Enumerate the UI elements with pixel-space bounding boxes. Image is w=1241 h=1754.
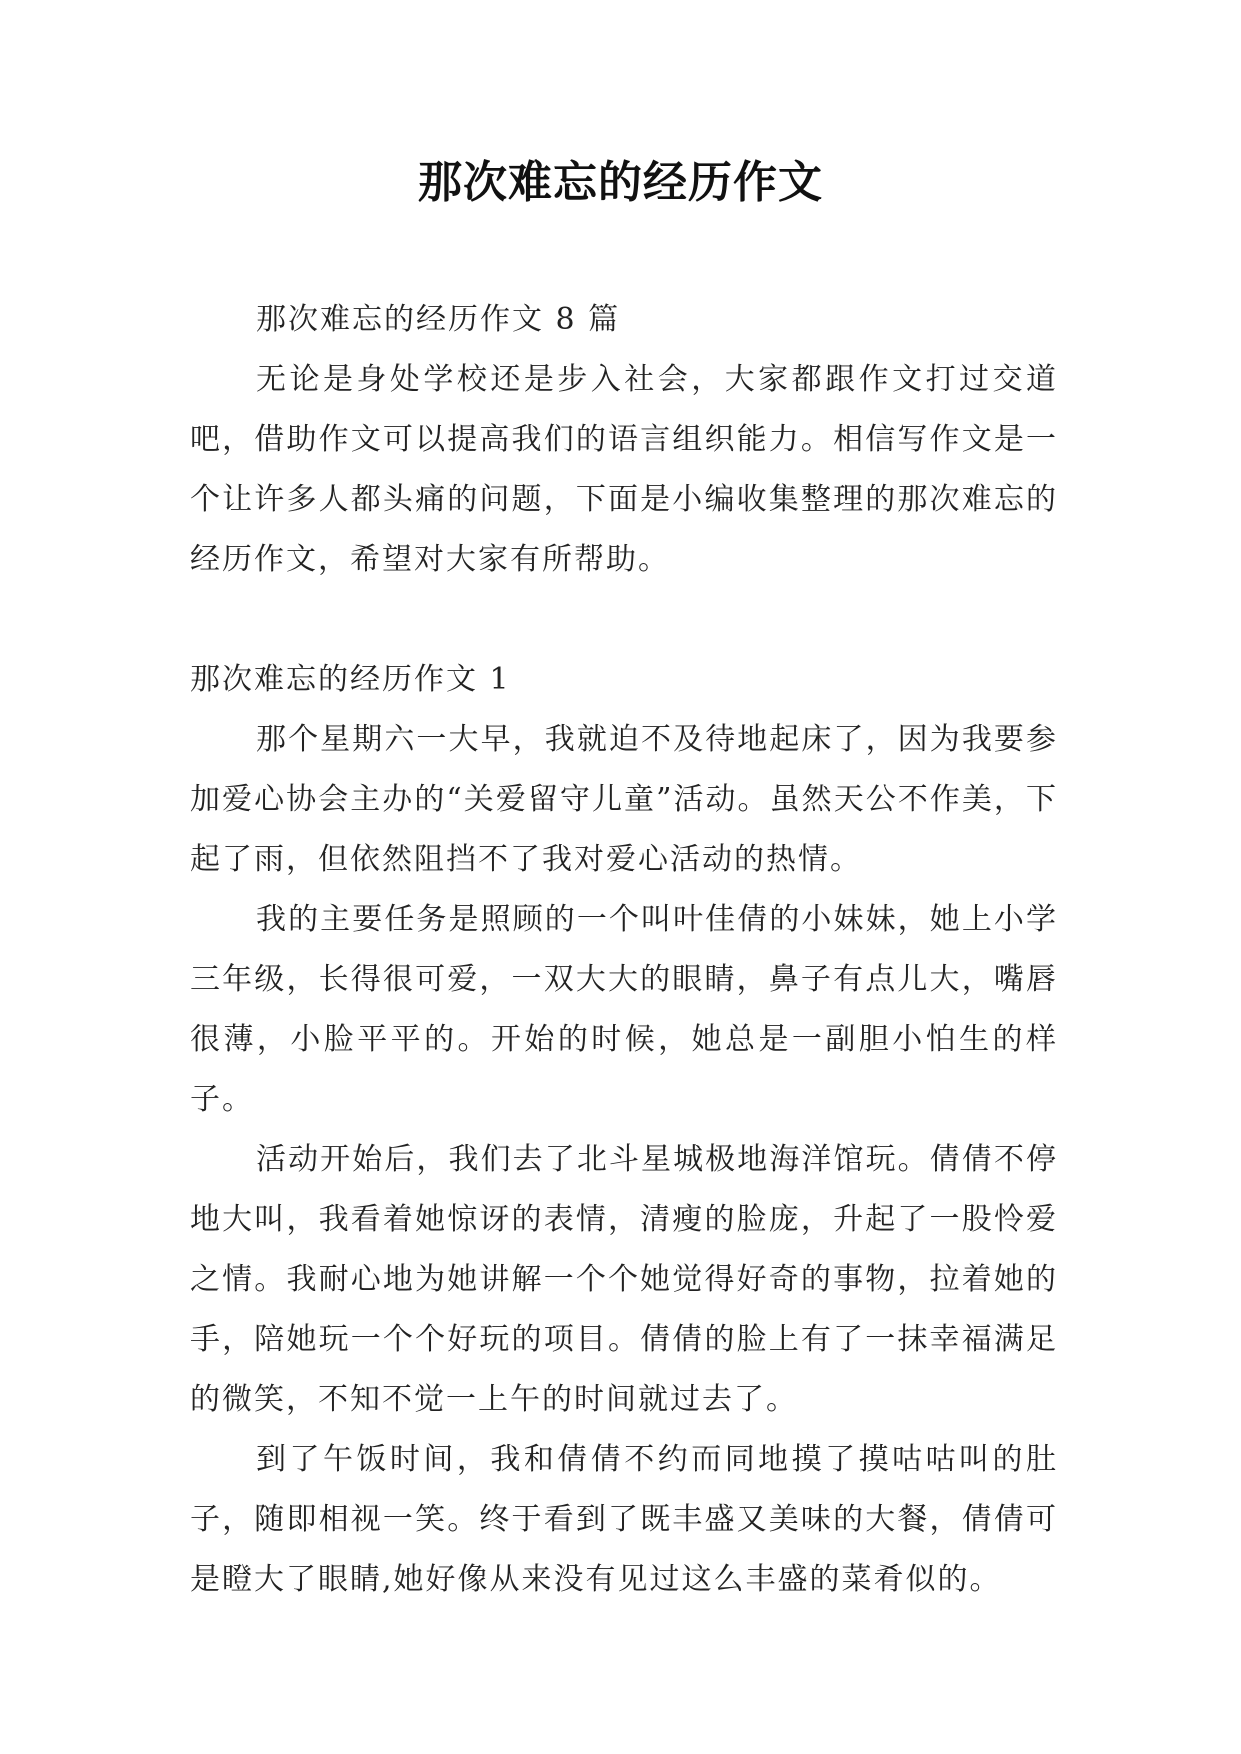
body-paragraph: 到了午饭时间，我和倩倩不约而同地摸了摸咕咕叫的肚子，随即相视一笑。终于看到了既丰盛又美味的大餐，倩倩可是瞪大了眼睛,她好像从来没有见过这么丰盛的菜肴似的。 (190, 1442, 1058, 1597)
document-title: 那次难忘的经历作文 (418, 157, 823, 208)
body-paragraph: 我的主要任务是照顾的一个叫叶佳倩的小妹妹，她上小学三年级，长得很可爱，一双大大的眼睛，鼻子有点儿大，嘴唇很薄，小脸平平的。开始的时候，她总是一副胆小怕生的样子。 (190, 902, 1058, 1117)
document-body (190, 290, 1058, 1610)
document-subtitle: 那次难忘的经历作文 8 篇 (256, 302, 621, 337)
body-paragraph: 活动开始后，我们去了北斗星城极地海洋馆玩。倩倩不停地大叫，我看着她惊讶的表情，清瘦的脸庞，升起了一股怜爱之情。我耐心地为她讲解一个个她觉得好奇的事物，拉着她的手，陪她玩一个个好玩的项目。倩倩的脸上有了一抹幸福满足的微笑，不知不觉一上午的时间就过去了。 (190, 1142, 1058, 1417)
section-heading: 那次难忘的经历作文 1 (190, 662, 511, 697)
intro-paragraph: 无论是身处学校还是步入社会，大家都跟作文打过交道吧，借助作文可以提高我们的语言组织能力。相信写作文是一个让许多人都头痛的问题，下面是小编收集整理的那次难忘的经历作文，希望对大家有所帮助。 (190, 362, 1058, 577)
body-paragraph: 那个星期六一大早，我就迫不及待地起床了，因为我要参加爱心协会主办的“关爱留守儿童”活动。虽然天公不作美，下起了雨，但依然阻挡不了我对爱心活动的热情。 (190, 722, 1058, 877)
